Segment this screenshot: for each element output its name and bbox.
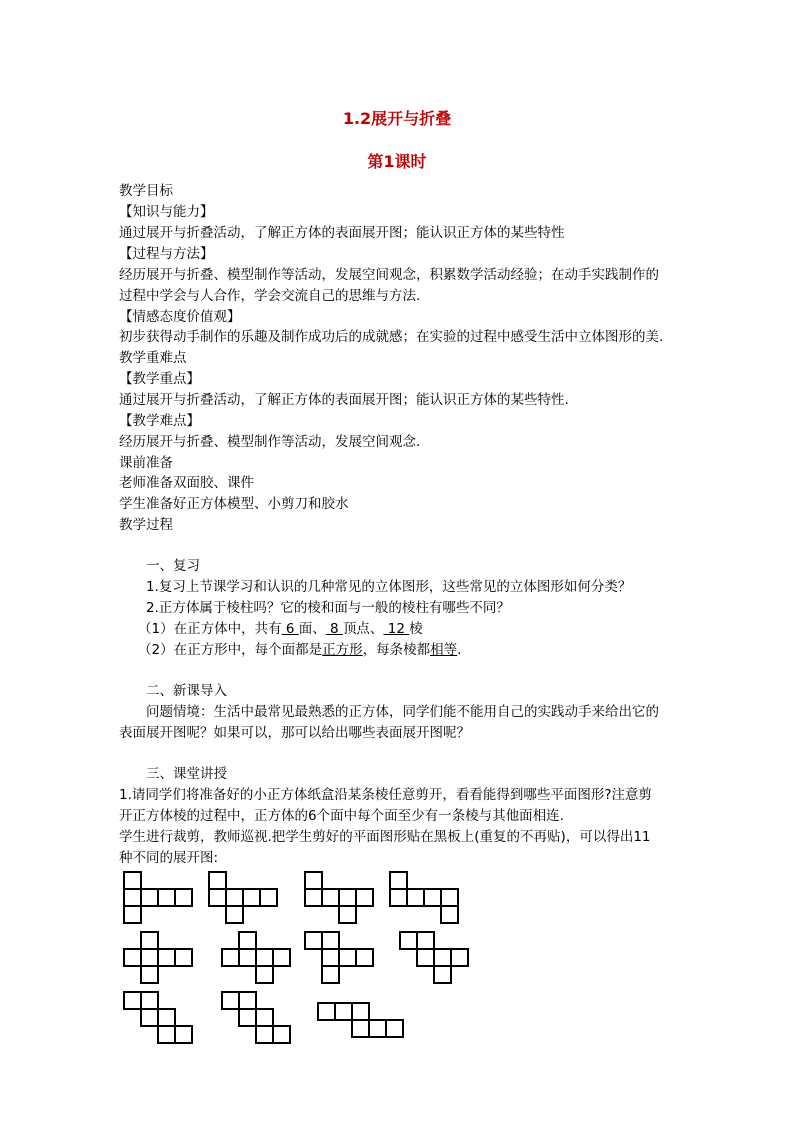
text-line: 课前准备 — [119, 455, 173, 471]
text-line: 学生准备好正方体模型、小剪刀和胶水 — [119, 496, 349, 512]
text-line: 教学目标 — [119, 183, 173, 199]
net-square — [259, 888, 278, 907]
vertices-blank: 8 — [325, 621, 343, 637]
net-square — [140, 965, 159, 984]
text-line: 通过展开与折叠活动，了解正方体的表面展开图；能认识正方体的某些特性 — [119, 225, 565, 241]
answer-text: ，每条棱都 — [362, 642, 431, 658]
answer-text: 面、 — [298, 621, 326, 637]
text-line: 教学重难点 — [119, 350, 187, 366]
answer-text: 顶点、 — [342, 621, 384, 637]
lecture-paragraph: 学生进行裁剪，教师巡视.把学生剪好的平面图形贴在黑板上(重复的不再贴)，可以得出11 — [119, 829, 651, 845]
net-square — [321, 965, 340, 984]
edges-blank: 12 — [383, 621, 410, 637]
answer-text: 棱 — [409, 621, 423, 637]
lecture-paragraph: 开正方体棱的过程中，正方体的6个面中每个面至少有一条棱与其他面相连. — [119, 808, 564, 824]
net-square — [355, 948, 374, 967]
review-question-1: 1.复习上节课学习和认识的几种常见的立体图形，这些常见的立体图形如何分类？ — [146, 579, 632, 595]
lecture-paragraph: 1.请同学们将准备好的小正方体纸盒沿某条棱任意剪开，看看能得到哪些平面图形?注意剪 — [119, 787, 653, 803]
intro-paragraph: 问题情境：生活中最常见最熟悉的正方体，同学们能不能用自己的实践动手来给出它的 — [146, 704, 659, 720]
page-subtitle: 第1课时 — [367, 152, 427, 171]
answer-text: . — [457, 642, 462, 658]
net-square — [440, 905, 459, 924]
page-title: 1.2展开与折叠 — [342, 109, 452, 128]
net-square — [433, 965, 452, 984]
net-square — [355, 888, 374, 907]
net-square — [174, 948, 193, 967]
equal-blank: 相等 — [430, 642, 458, 658]
shape-blank: 正方形 — [322, 642, 363, 658]
net-square — [174, 888, 193, 907]
faces-blank: 6 — [281, 621, 299, 637]
text-line: 教学过程 — [119, 517, 173, 533]
text-line: 初步获得动手制作的乐趣及制作成功后的成就感；在实验的过程中感受生活中立体图形的美. — [119, 329, 664, 345]
net-square — [255, 965, 274, 984]
net-square — [174, 1025, 193, 1044]
text-line: 老师准备双面胶、课件 — [119, 475, 254, 491]
section-heading-intro: 二、新课导入 — [146, 683, 227, 699]
answer-text: （2）在正方形中，每个面都是 — [138, 642, 323, 658]
review-answer-1 — [138, 620, 423, 638]
net-square — [225, 905, 244, 924]
text-line: 经历展开与折叠、模型制作等活动，发展空间观念，积累数学活动经验；在动手实践制作的 — [119, 267, 659, 283]
answer-text: （1）在正方体中，共有 — [138, 621, 282, 637]
net-square — [123, 905, 142, 924]
section-heading-review: 一、复习 — [146, 558, 200, 574]
text-line: 【过程与方法】 — [119, 246, 214, 262]
intro-paragraph: 表面展开图呢？如果可以，那可以给出哪些表面展开图呢？ — [119, 725, 470, 741]
text-line: 【知识与能力】 — [119, 204, 214, 220]
text-line: 【教学重点】 — [119, 371, 200, 387]
net-square — [450, 948, 469, 967]
text-line: 经历展开与折叠、模型制作等活动，发展空间观念. — [119, 434, 421, 450]
review-question-2: 2.正方体属于棱柱吗？它的棱和面与一般的棱柱有哪些不同？ — [146, 600, 510, 616]
text-line: 通过展开与折叠活动，了解正方体的表面展开图；能认识正方体的某些特性. — [119, 392, 569, 408]
net-square — [272, 1025, 291, 1044]
text-line: 【教学难点】 — [119, 413, 200, 429]
text-line: 【情感态度价值观】 — [119, 309, 241, 325]
review-answer-2 — [138, 641, 461, 659]
net-square — [338, 905, 357, 924]
net-square — [272, 948, 291, 967]
net-square — [385, 1019, 404, 1038]
section-heading-lecture: 三、课堂讲授 — [146, 766, 227, 782]
text-line: 过程中学会与人合作，学会交流自己的思维与方法. — [119, 288, 421, 304]
lecture-paragraph: 种不同的展开图: — [119, 850, 219, 866]
